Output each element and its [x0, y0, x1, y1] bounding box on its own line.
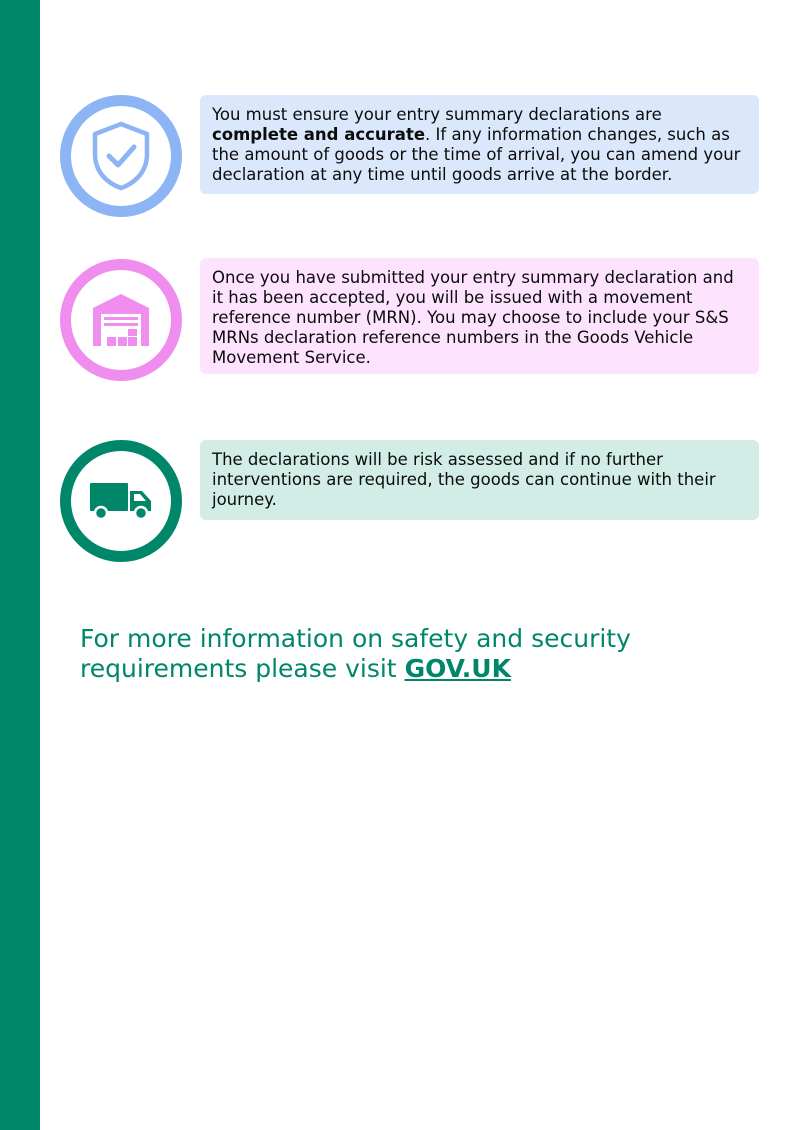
shield-check-icon	[89, 120, 153, 192]
warehouse-icon-circle	[60, 259, 182, 381]
info-text-accuracy-start: You must ensure your entry summary declarations are	[212, 105, 662, 124]
info-text-accuracy-bold: complete and accurate	[212, 125, 426, 144]
footer-more-info	[80, 624, 720, 684]
side-bar	[0, 0, 40, 1130]
info-text-accuracy-end: . If any information changes, such as the amount of goods or the time of arrival, you can amend your declaration at any time until goods arrive at the border.	[212, 125, 741, 184]
truck-icon-circle	[60, 440, 182, 562]
info-box-mrn	[200, 258, 759, 374]
truck-icon	[88, 479, 154, 523]
info-box-accuracy	[200, 95, 759, 194]
info-text-mrn: Once you have submitted your entry summary declaration and it has been accepted, you will be issued with a movement reference number (MRN). You may choose to include your S&S MRNs declaration reference numbers in the Goods Vehicle Movement Service.	[212, 268, 734, 367]
warehouse-icon	[89, 290, 153, 350]
info-box-risk	[200, 440, 759, 520]
footer-text: For more information on safety and security requirements please visit	[80, 624, 631, 683]
gov-uk-link[interactable]: GOV.UK	[404, 654, 511, 683]
shield-icon-circle	[60, 95, 182, 217]
info-text-risk: The declarations will be risk assessed and if no further interventions are required, the goods can continue with their journey.	[212, 450, 716, 509]
